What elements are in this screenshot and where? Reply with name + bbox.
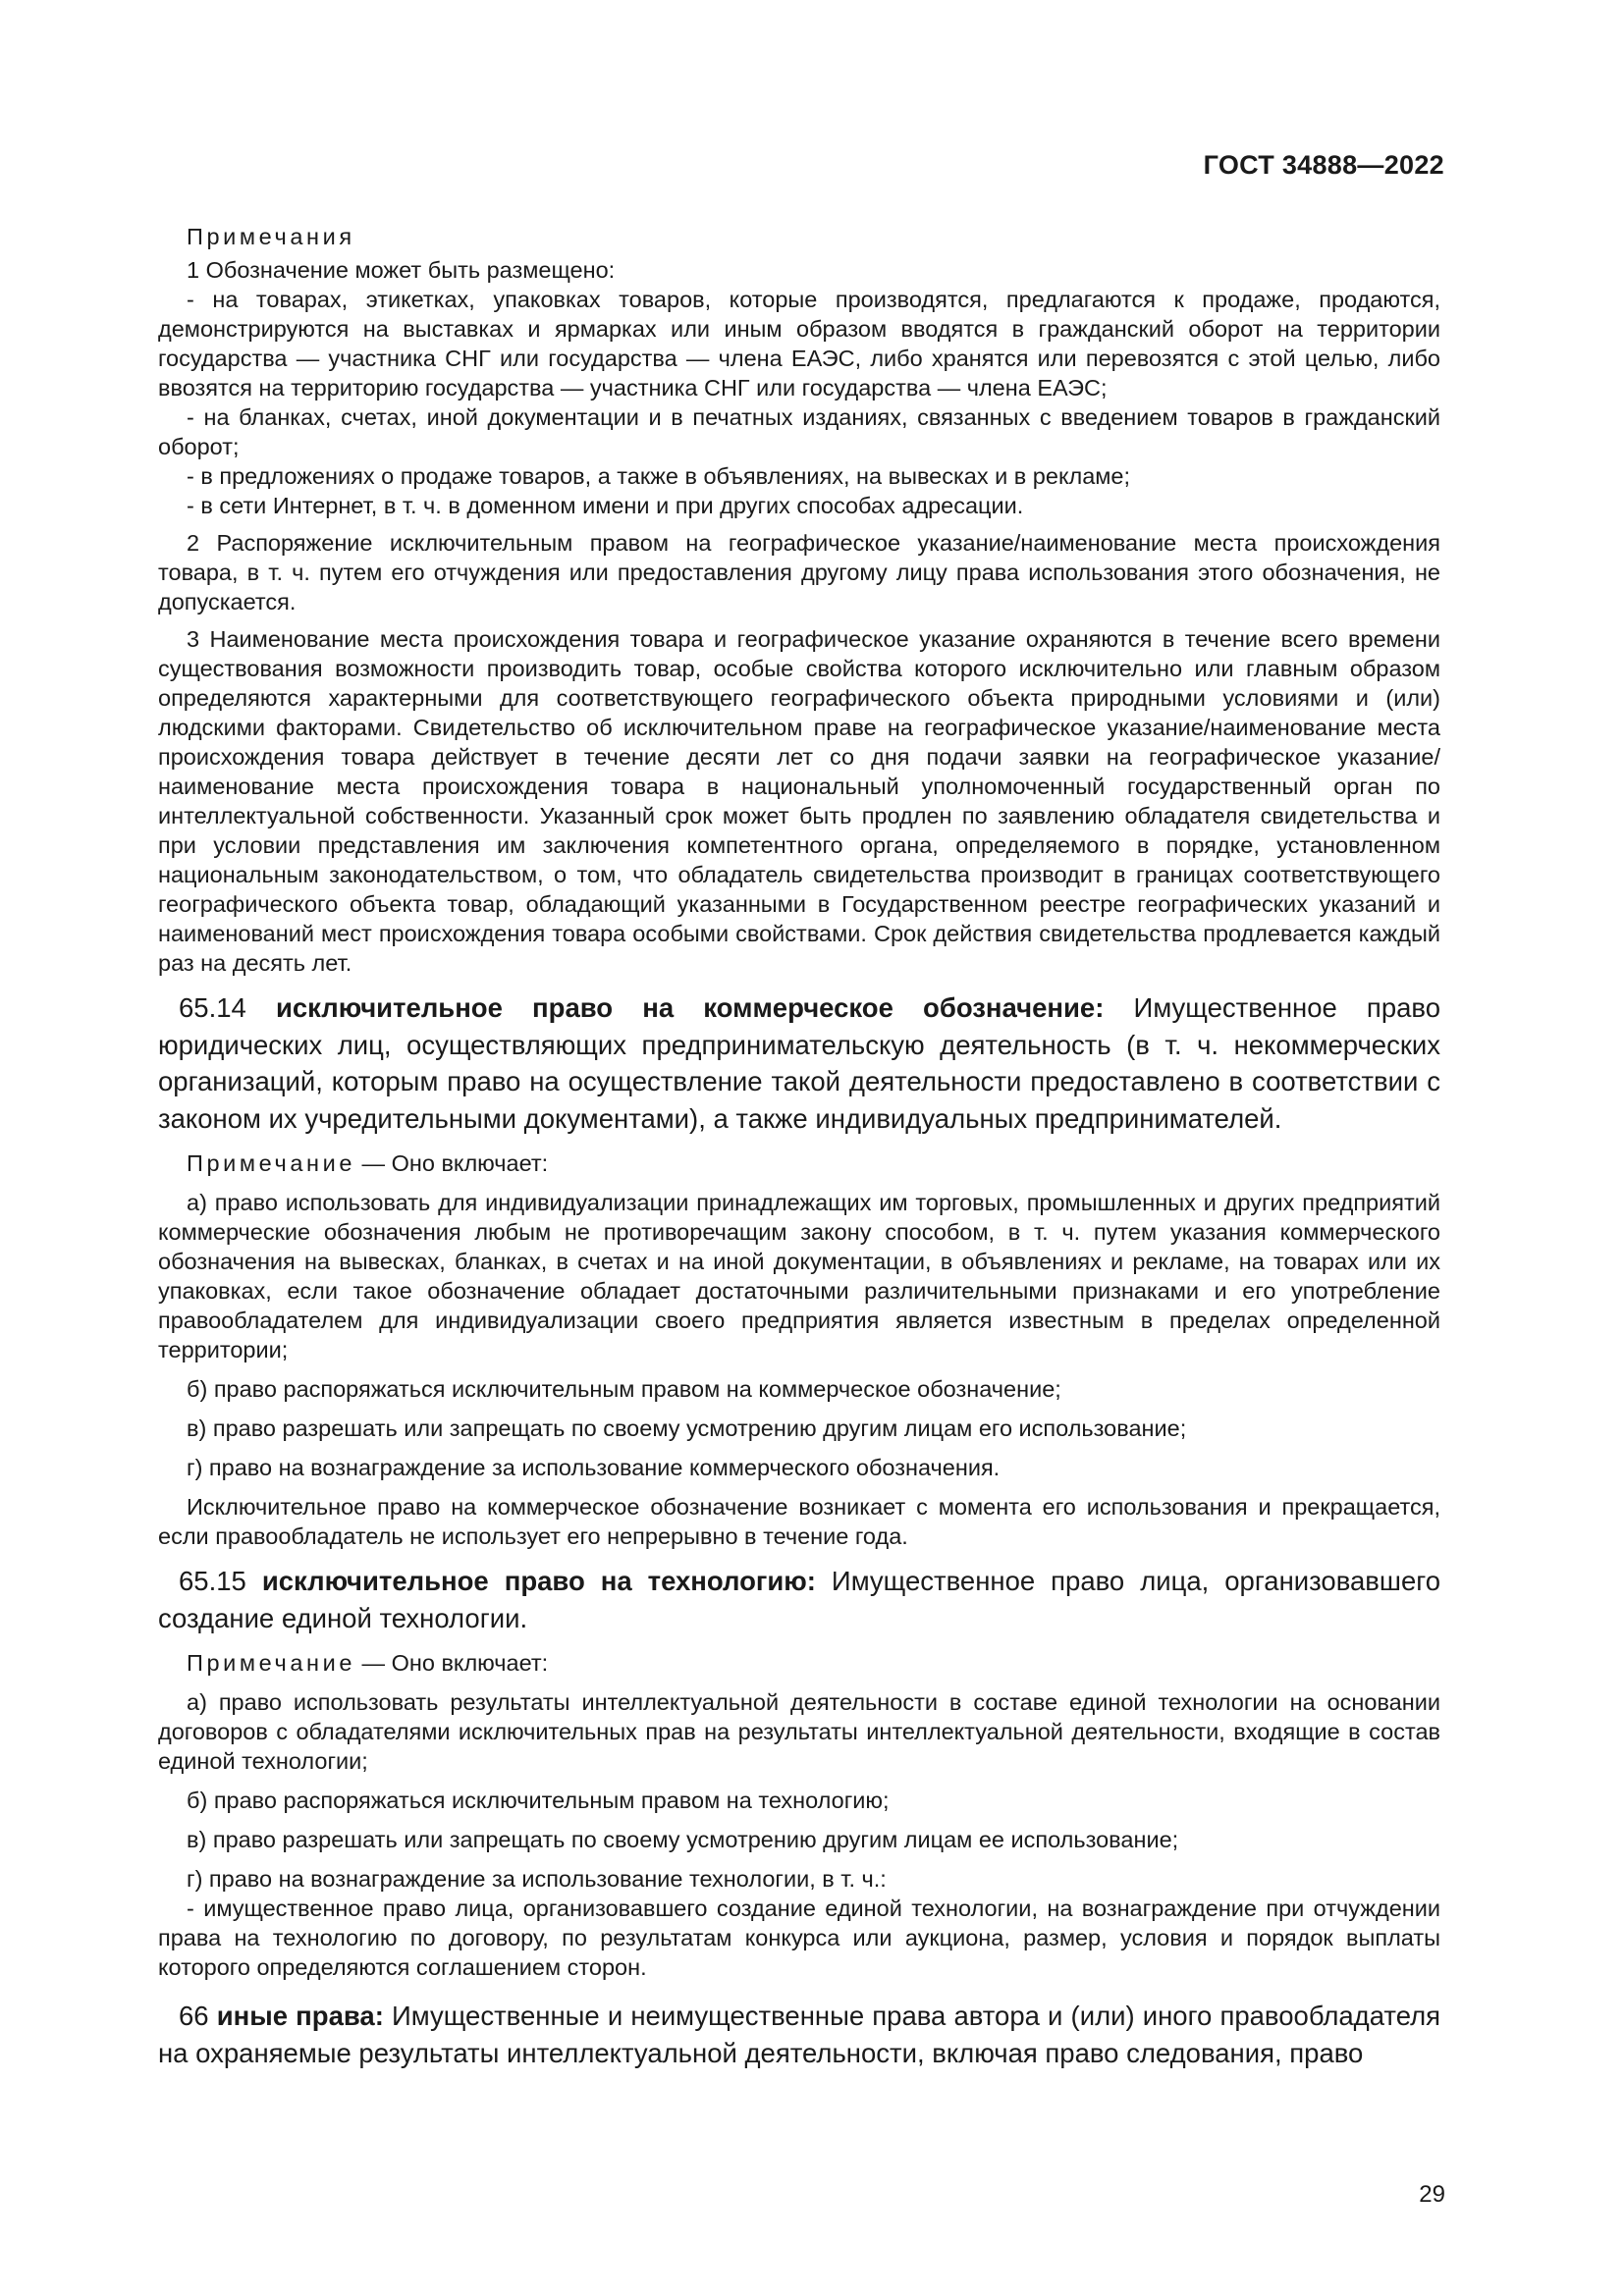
term-definition: Имущественные и неимущественные права автора и (или) иного правообладателя на охраняемые результаты интеллектуальной деятельности, включая право следования, право	[158, 2001, 1441, 2068]
term-name: исключительное право на технологию:	[261, 1566, 816, 1596]
term-number: 65.15	[179, 1566, 246, 1596]
note-item-a: а) право использовать для индивидуализации принадлежащих им торговых, промышленных и других предприятий коммерческие обозначения любым не противоречащим закону способом, в т. ч. путем указания коммерческого обозначения на вывесках, бланках, в счетах и на иной документации, в объявлениях и рекламе, на товарах или их упаковках, если такое обозначение обладает достаточными различительными признаками и его употребление правообладателем для индивидуализации своего предприятия является известным в пределах определенной территории;	[158, 1190, 1440, 1362]
term-name: исключительное право на коммерческое обозначение:	[275, 992, 1105, 1023]
term-name: иные права:	[216, 2001, 384, 2031]
notes-title: Примечания	[187, 224, 355, 249]
note-item-d: г) право на вознаграждение за использование коммерческого обозначения.	[187, 1455, 1001, 1480]
note-1-item: - в сети Интернет, в т. ч. в доменном имени и при других способах адресации.	[187, 493, 1024, 518]
page-number: 29	[1419, 2181, 1445, 2208]
note-lead: — Оно включает:	[355, 1650, 549, 1676]
term-65-14	[158, 989, 1440, 1137]
term-number: 66	[179, 2001, 209, 2031]
note-item-b: б) право распоряжаться исключительным правом на технологию;	[187, 1788, 890, 1813]
document-code: ГОСТ 34888—2022	[1203, 150, 1444, 180]
note-1-item: - на товарах, этикетках, упаковках товаров, которые производятся, предлагаются к продаже, продаются, демонстрируются на выставках и ярмарках или иным образом вводятся в гражданский оборот на территории государства — участника СНГ или государства — члена ЕАЭС, либо хранятся или перевозятся с этой целью, либо ввозятся на территорию государства — участника СНГ или государства — члена ЕАЭС;	[158, 287, 1440, 400]
note-3: 3 Наименование места происхождения товара и географическое указание охраняются в течение всего времени существования возможности производить товар, особые свойства которого исключительно или главным образом определяются характерными для соответствующего географического объекта природными условиями и (или) людскими факторами. Свидетельство об исключительном праве на географическое указание/наименование места происхождения товара действует в течение десяти лет со дня подачи заявки на географическое указание/наименование места происхождения товара в национальный уполномоченный государственный орган по интеллектуальной собственности. Указанный срок может быть продлен по заявлению обладателя свидетельства и при условии представления им заключения компетентного органа, определяемого в порядке, установленном национальным законодательством, о том, что обладатель свидетельства производит в границах соответствующего географического объекта товар, обладающий указанными в Государственном реестре географических указаний и наименований мест происхождения товара особыми свойствами. Срок действия свидетельства продлевается каждый раз на десять лет.	[158, 626, 1440, 976]
note-label: Примечание	[187, 1650, 356, 1676]
term-65-15	[158, 1563, 1440, 1636]
note-item-c: в) право разрешать или запрещать по своему усмотрению другим лицам его использование;	[187, 1415, 1187, 1441]
note-1-intro: 1 Обозначение может быть размещено:	[187, 257, 616, 283]
term-65-15-note	[158, 1648, 1440, 1678]
note-1-item: - в предложениях о продаже товаров, а также в объявлениях, на вывесках и в рекламе;	[187, 463, 1131, 489]
note-label: Примечание	[187, 1150, 356, 1176]
note-lead: — Оно включает:	[355, 1150, 549, 1176]
note-item-d: г) право на вознаграждение за использование технологии, в т. ч.:	[187, 1866, 887, 1892]
term-66	[158, 1998, 1440, 2071]
note-subitem: - имущественное право лица, организовавшего создание единой технологии, на вознаграждение при отчуждении права на технологию по договору, по результатам конкурса или аукциона, размер, условия и порядок выплаты которого определяются соглашением сторон.	[158, 1896, 1440, 1980]
note-closing: Исключительное право на коммерческое обозначение возникает с момента его использования и прекращается, если правообладатель не использует его непрерывно в течение года.	[158, 1494, 1440, 1549]
note-item-b: б) право распоряжаться исключительным правом на коммерческое обозначение;	[187, 1376, 1061, 1402]
term-number: 65.14	[179, 992, 246, 1023]
note-item-c: в) право разрешать или запрещать по своему усмотрению другим лицам ее использование;	[187, 1827, 1179, 1852]
note-1-item: - на бланках, счетах, иной документации и в печатных изданиях, связанных с введением товаров в гражданский оборот;	[158, 404, 1440, 459]
note-2: 2 Распоряжение исключительным правом на географическое указание/наименование места происхождения товара, в т. ч. путем его отчуждения или предоставления другому лицу права использования этого обозначения, не допускается.	[158, 530, 1440, 614]
page-body	[158, 222, 1440, 2071]
term-definition: Имущественное право юридических лиц, осуществляющих предпринимательскую деятельность (в т. ч. некоммерческих организаций, которым право на осуществление такой деятельности предоставлено в соответствии с законом их учредительными документами), а также индивидуальных предпринимателей.	[158, 992, 1441, 1134]
term-definition: Имущественное право лица, организовавшего создание единой технологии.	[158, 1566, 1440, 1633]
note-item-a: а) право использовать результаты интеллектуальной деятельности в составе единой технологии на основании договоров с обладателями исключительных прав на результаты интеллектуальной деятельности, входящие в состав единой технологии;	[158, 1689, 1440, 1774]
term-65-14-note	[158, 1148, 1440, 1178]
